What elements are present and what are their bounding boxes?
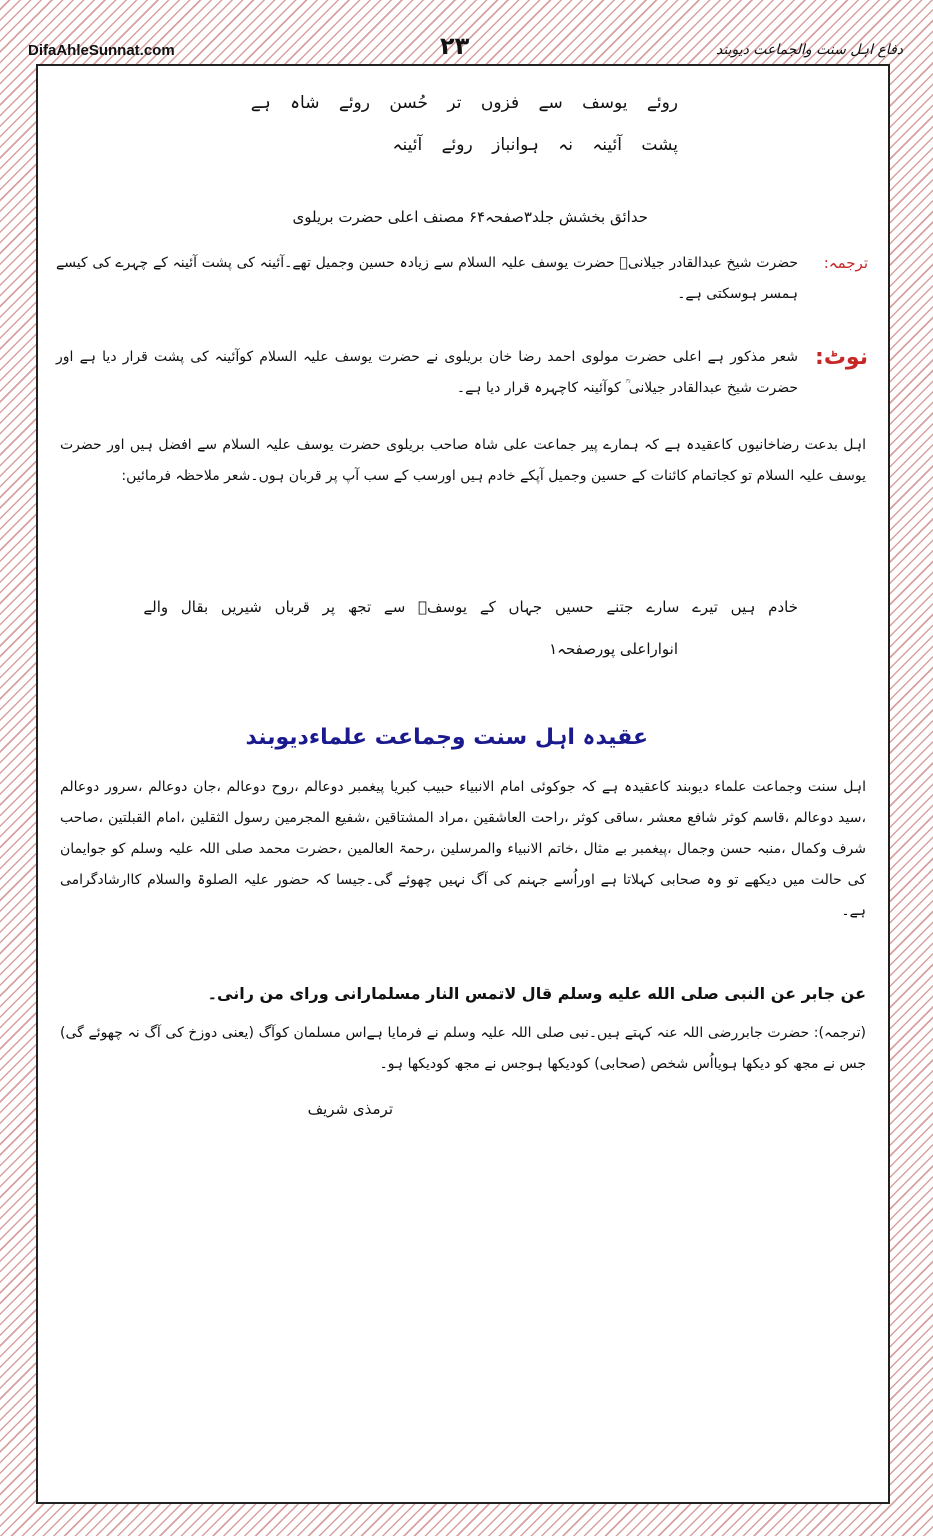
- deoband-paragraph: اہل سنت وجماعت علماء دیوبند کاعقیدہ ہے کہ جوکوئی امام الانبیاء حبیب کبریا پیغمبر دوعالم ،روح دوعالم ،جان دوعالم ،سرور دوعالم ،سید دوعالم ،قاسم کوثر شافع معشر ،ساقی کوثر ،راحت العاشقین ،مراد المشتاقین ،شفیع المجرمین رسول الثقلین ،امام القبلتین ،صاحب شرف وکمال ،منبہ حسن وجمال ،پیغمبر بے مثال ،خاتم الانبیاء والمرسلین ،رحمۃ العالمین ،حضرت محمد صلی اللہ علیہ وسلم کو جوایمان کی حالت میں دیکھے تو وہ صحابی کہلاتا ہے اوراُسے جہنم کی آگ نہیں چھوئے گی۔جیسا کہ حضور علیہ الصلوۃ والسلام کاارشادگرامی ہے۔: [60, 779, 866, 919]
- poem1-line2: پشت آئینہ نہ ہوانباز روئے آئینہ: [392, 135, 678, 155]
- hadith-source: ترمذی شریف: [307, 1100, 393, 1118]
- translation-text: حضرت شیخ عبدالقادر جیلانیؒ حضرت یوسف علیہ السلام سے زیادہ حسین وجمیل تھے۔آئینہ کی پشت آئینہ کے چہرے کی کیسے ہمسر ہوسکتی ہے۔: [56, 255, 798, 302]
- belief-paragraph: اہل بدعت رضاخانیوں کاعقیدہ ہے کہ ہمارے پیر جماعت علی شاہ صاحب بریلوی حضرت یوسف علیہ السلام سے افضل ہیں اور حضرت یوسف علیہ السلام تو کجاتمام کائنات کے حسین وجمیل آپکے خادم ہیں اورسب کے سب آپ پر قربان ہوں۔شعر ملاحظہ فرمائیں:: [60, 437, 866, 484]
- site-name[interactable]: DifaAhleSunnat.com: [28, 42, 175, 59]
- poem2-line: خادم ہیں تیرے سارے جتنے حسیں جہاں کے یوسفؑ سے تجھ پر قرباں شیریں بقال والے: [143, 598, 798, 616]
- hadith-arabic: عن جابر عن النبی صلی الله علیه وسلم قال لاتمس النار مسلمارانی ورای من رانی۔: [207, 984, 866, 1003]
- section-heading: عقیدہ اہل سنت وجماعت علماءدیوبند: [245, 725, 648, 750]
- translation-label: ترجمہ:: [823, 254, 868, 272]
- poem1-line1: روئے یوسف سے فزوں تر حُسن روئے شاہ ہے: [250, 93, 678, 113]
- page-number: ۲۳: [440, 32, 470, 60]
- hadith-translation: (ترجمہ): حضرت جابررضی اللہ عنہ کہتے ہیں۔نبی صلی اللہ علیہ وسلم نے فرمایا ہےاس مسلمان کوآگ (یعنی دوزخ کی آگ نہ چھوئے گی) جس نے مجھ کو دیکھا ہویااُس شخص (صحابی) کودیکھا ہوجس نے مجھ کودیکھا ہو۔: [60, 1025, 866, 1072]
- poem1-reference: حدائق بخشش جلد۳صفحہ۶۴ مصنف اعلی حضرت بریلوی: [292, 208, 648, 226]
- book-title: دفاع اہل سنت والجماعت دیوبند: [716, 42, 903, 58]
- note-label: نوٹ:: [815, 345, 868, 370]
- poem2-reference: انواراعلی پورصفحہ۱: [549, 640, 678, 658]
- note-text: شعر مذکور ہے اعلی حضرت مولوی احمد رضا خان بریلوی نے حضرت یوسف علیہ السلام کوآئینہ کی پشت قرار دیا ہے اور حضرت شیخ عبدالقادر جیلانی ؒ کوآئینہ کاچہرہ قرار دیا ہے۔: [56, 349, 798, 396]
- page-frame: [36, 64, 890, 1504]
- page-header: [0, 0, 933, 60]
